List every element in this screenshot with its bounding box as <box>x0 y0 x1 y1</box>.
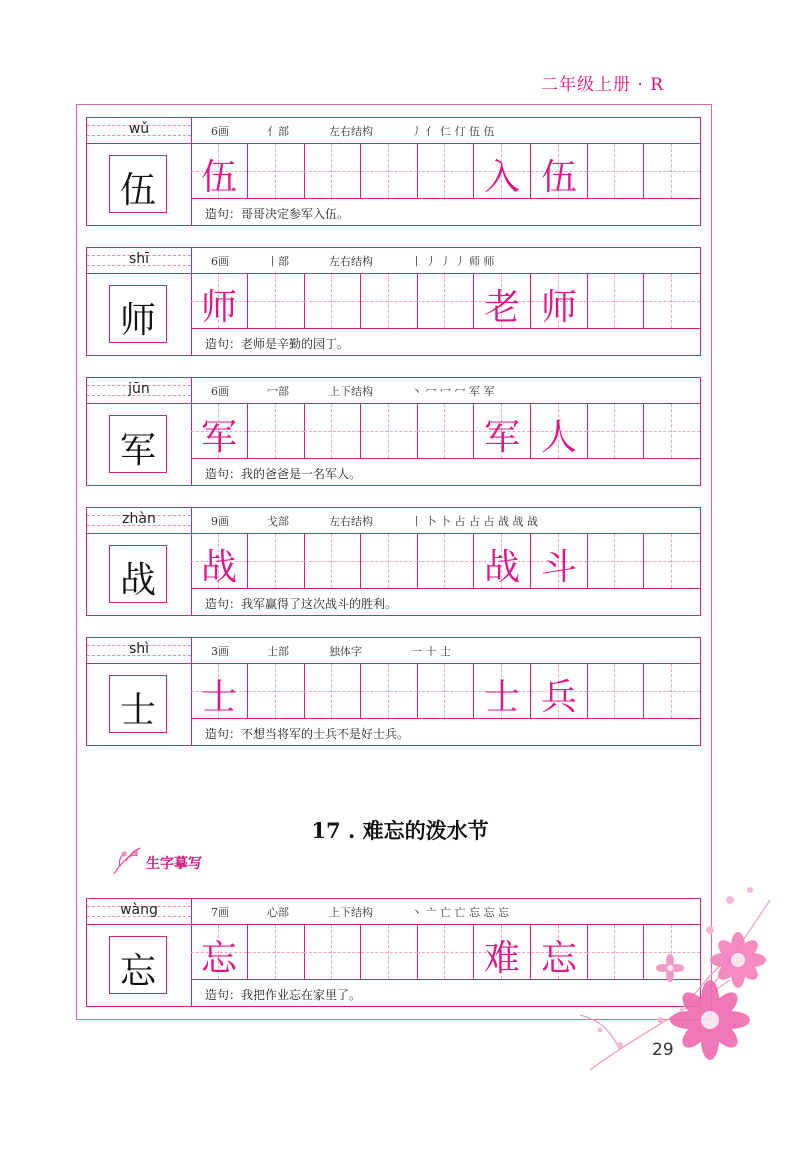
writing-cell[interactable] <box>361 274 418 328</box>
writing-cell[interactable] <box>304 664 361 718</box>
writing-cell[interactable] <box>531 664 588 718</box>
writing-cell[interactable] <box>248 144 305 198</box>
stroke-count: 7画 <box>211 906 229 919</box>
writing-cell[interactable] <box>587 274 644 328</box>
word-char: 战 <box>483 547 520 588</box>
example-sentence: 造句：哥哥决定参军入伍。 <box>205 207 350 221</box>
model-char-area <box>87 663 192 745</box>
writing-cell[interactable] <box>248 925 305 979</box>
example-sentence: 造句：我把作业忘在家里了。 <box>205 988 362 1002</box>
writing-cell[interactable] <box>191 144 248 198</box>
stroke-count: 3画 <box>211 645 229 658</box>
writing-cell[interactable] <box>191 534 248 588</box>
model-char: 战 <box>119 560 156 601</box>
writing-cell[interactable] <box>474 274 531 328</box>
trace-char: 战 <box>200 547 237 588</box>
model-char: 军 <box>119 430 156 471</box>
word-char: 入 <box>483 157 520 198</box>
model-char-area <box>87 273 192 355</box>
stroke-order: 一 十 士 <box>411 645 451 658</box>
example-sentence: 造句：我军赢得了这次战斗的胜利。 <box>205 597 398 611</box>
structure: 左右结构 <box>329 125 373 138</box>
writing-cell[interactable] <box>417 404 474 458</box>
writing-cell[interactable] <box>191 664 248 718</box>
structure: 左右结构 <box>329 255 373 268</box>
model-char-area <box>87 924 192 1006</box>
pinyin-row <box>87 508 700 534</box>
trace-char: 忘 <box>200 938 237 979</box>
trace-char: 军 <box>200 417 237 458</box>
model-char-box <box>109 285 167 343</box>
writing-cell[interactable] <box>417 664 474 718</box>
trace-char: 师 <box>200 287 237 328</box>
writing-grid <box>191 664 701 719</box>
pinyin-row <box>87 638 700 664</box>
stroke-order: 丶 亠 亡 亡 忘 忘 忘 <box>411 906 509 919</box>
model-char-area <box>87 533 192 615</box>
section-label: 生字摹写 <box>146 856 202 872</box>
pinyin: shī <box>128 251 150 267</box>
writing-cell[interactable] <box>361 925 418 979</box>
writing-grid <box>191 274 701 329</box>
writing-cell[interactable] <box>644 404 701 458</box>
writing-cell[interactable] <box>474 144 531 198</box>
writing-cell[interactable] <box>304 404 361 458</box>
writing-cell[interactable] <box>474 534 531 588</box>
pinyin-row <box>87 118 700 144</box>
model-char: 伍 <box>119 170 156 211</box>
pinyin: jūn <box>128 381 150 397</box>
grade-label: 二年级上册 · R <box>540 75 664 95</box>
writing-cell[interactable] <box>191 274 248 328</box>
pinyin-row <box>87 248 700 274</box>
word-char: 人 <box>540 417 577 458</box>
writing-cell[interactable] <box>474 404 531 458</box>
writing-cell[interactable] <box>361 404 418 458</box>
stroke-order: 丨 卜 卜 占 占 占 战 战 战 <box>411 515 538 528</box>
lesson-title: 17 . 难忘的泼水节 <box>311 818 489 843</box>
word-char: 忘 <box>540 938 577 979</box>
structure: 左右结构 <box>329 515 373 528</box>
writing-cell[interactable] <box>248 664 305 718</box>
stroke-count: 9画 <box>211 515 229 528</box>
writing-cell[interactable] <box>361 144 418 198</box>
structure: 上下结构 <box>329 906 373 919</box>
radical: 丨部 <box>267 255 289 268</box>
radical: 士部 <box>267 645 289 658</box>
model-char-box <box>109 675 167 733</box>
pinyin-box <box>87 899 192 924</box>
model-char-area <box>87 403 192 485</box>
writing-cell[interactable] <box>587 404 644 458</box>
pinyin-box <box>87 638 192 663</box>
writing-cell[interactable] <box>304 925 361 979</box>
radical: 心部 <box>267 906 289 919</box>
writing-cell[interactable] <box>361 534 418 588</box>
trace-char: 伍 <box>200 157 237 198</box>
writing-cell[interactable] <box>191 925 248 979</box>
stroke-order: 丨 丿 丿 丿 师 师 <box>411 255 495 268</box>
word-char: 斗 <box>540 547 577 588</box>
structure: 独体字 <box>329 645 362 658</box>
writing-grid <box>191 144 701 199</box>
practice-card <box>86 247 701 356</box>
pinyin-box <box>87 378 192 403</box>
writing-cell[interactable] <box>417 144 474 198</box>
writing-cell[interactable] <box>304 534 361 588</box>
writing-cell[interactable] <box>417 534 474 588</box>
model-char-box <box>109 155 167 213</box>
example-sentence: 造句：不想当将军的士兵不是好士兵。 <box>205 727 410 741</box>
writing-cell[interactable] <box>644 144 701 198</box>
writing-cell[interactable] <box>531 274 588 328</box>
writing-cell[interactable] <box>304 274 361 328</box>
writing-cell[interactable] <box>644 274 701 328</box>
pinyin-box <box>87 248 192 273</box>
model-char: 师 <box>119 300 156 341</box>
writing-cell[interactable] <box>531 404 588 458</box>
writing-cell[interactable] <box>644 534 701 588</box>
writing-cell[interactable] <box>587 144 644 198</box>
pinyin-box <box>87 118 192 143</box>
radical: 冖部 <box>267 385 289 398</box>
pinyin: zhàn <box>122 511 156 527</box>
word-char: 老 <box>483 287 520 328</box>
word-char: 难 <box>483 938 520 979</box>
practice-card <box>86 637 701 746</box>
stroke-count: 6画 <box>211 125 229 138</box>
writing-cell[interactable] <box>248 274 305 328</box>
writing-cell[interactable] <box>474 664 531 718</box>
practice-card <box>86 507 701 616</box>
example-sentence: 造句：老师是辛勤的园丁。 <box>205 337 350 351</box>
stroke-count: 6画 <box>211 255 229 268</box>
writing-cell[interactable] <box>191 404 248 458</box>
writing-cell[interactable] <box>361 664 418 718</box>
structure: 上下结构 <box>329 385 373 398</box>
word-char: 士 <box>483 677 520 718</box>
pinyin-row <box>87 378 700 404</box>
radical: 戈部 <box>267 515 289 528</box>
stroke-count: 6画 <box>211 385 229 398</box>
writing-cell[interactable] <box>644 664 701 718</box>
writing-cell[interactable] <box>417 274 474 328</box>
writing-grid <box>191 534 701 589</box>
blossom-decoration-icon <box>560 870 790 1080</box>
practice-card <box>86 377 701 486</box>
writing-cell[interactable] <box>587 664 644 718</box>
example-sentence: 造句：我的爸爸是一名军人。 <box>205 467 362 481</box>
pinyin: wàng <box>120 902 158 918</box>
model-char: 忘 <box>119 951 156 992</box>
pinyin: wǔ <box>128 121 150 137</box>
writing-cell[interactable] <box>417 925 474 979</box>
model-char-box <box>109 545 167 603</box>
word-char: 伍 <box>540 157 577 198</box>
model-char-box <box>109 936 167 994</box>
page-number: 29 <box>652 1040 674 1060</box>
word-char: 兵 <box>540 677 577 718</box>
practice-card <box>86 117 701 226</box>
radical: 亻部 <box>267 125 289 138</box>
pinyin-box <box>87 508 192 533</box>
word-char: 军 <box>483 417 520 458</box>
writing-cell[interactable] <box>474 925 531 979</box>
pinyin: shì <box>128 641 150 657</box>
writing-cell[interactable] <box>304 144 361 198</box>
writing-cell[interactable] <box>248 534 305 588</box>
writing-cell[interactable] <box>587 534 644 588</box>
writing-cell[interactable] <box>531 534 588 588</box>
stroke-order: 丶 冖 冖 冖 军 军 <box>411 385 495 398</box>
writing-cell[interactable] <box>531 144 588 198</box>
word-char: 师 <box>540 287 577 328</box>
model-char-box <box>109 415 167 473</box>
stroke-order: 丿 亻 仁 仃 伍 伍 <box>411 125 495 138</box>
writing-cell[interactable] <box>248 404 305 458</box>
trace-char: 士 <box>200 677 237 718</box>
model-char-area <box>87 143 192 225</box>
writing-grid <box>191 404 701 459</box>
model-char: 士 <box>119 690 156 731</box>
flower-icon <box>110 844 144 878</box>
